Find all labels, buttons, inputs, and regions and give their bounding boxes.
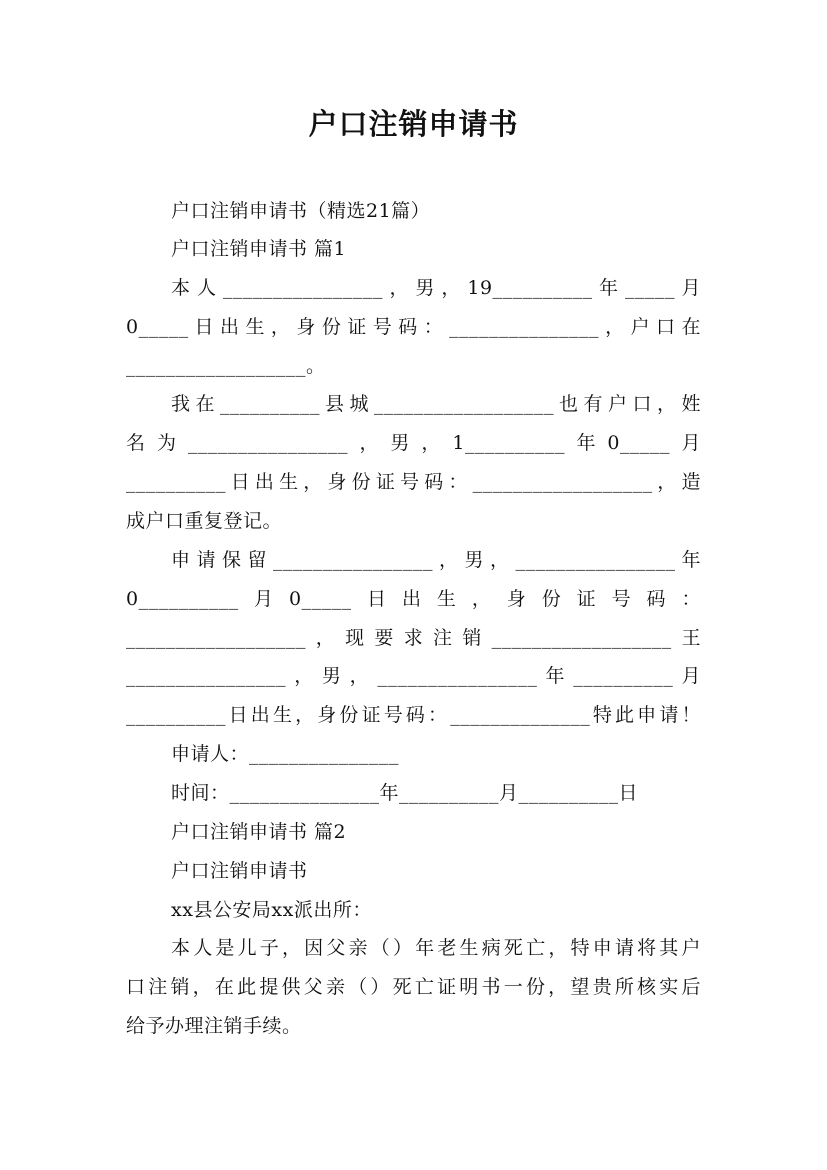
body-line: __________日出生，身份证号码：__________________，造 — [126, 471, 701, 493]
body-line: 名为________________，男，1__________年0_____月 — [126, 432, 701, 454]
body-line: 0_____日出生，身份证号码：_______________，户口在 — [126, 316, 701, 338]
body-line: 本人________________，男，19__________年_____月 — [171, 277, 701, 299]
body-line: 申请保留________________，男，________________年 — [171, 549, 701, 571]
body-line: __________________。 — [126, 355, 326, 377]
body-line: 成户口重复登记。 — [126, 510, 283, 532]
body-line: __________日出生，身份证号码：______________特此申请！ — [126, 704, 701, 726]
body-line: 口注销，在此提供父亲（）死亡证明书一份，望贵所核实后 — [126, 976, 701, 998]
addressee-line: xx县公安局xx派出所： — [171, 899, 372, 921]
section-heading-1: 户口注销申请书 篇1 — [171, 238, 347, 260]
body-line: 给予办理注销手续。 — [126, 1015, 302, 1037]
date-line: 时间：_______________年__________月__________日 — [171, 782, 639, 804]
applicant-line: 申请人：_______________ — [171, 743, 400, 765]
body-line: 本人是儿子，因父亲（）年老生病死亡，特申请将其户 — [171, 937, 701, 959]
document-title: 户口注销申请书 — [308, 107, 519, 141]
body-line: __________________，现要求注销__________________王 — [126, 627, 701, 649]
body-line: 0__________月0_____日出生，身份证号码： — [126, 588, 701, 610]
body-line: 户口注销申请书 — [171, 860, 308, 882]
body-line: 我在__________县城__________________也有户口，姓 — [171, 393, 701, 415]
subtitle-line: 户口注销申请书（精选21篇） — [171, 200, 431, 222]
section-heading-2: 户口注销申请书 篇2 — [171, 821, 347, 843]
body-line: ________________，男，________________年__________月 — [126, 665, 701, 687]
